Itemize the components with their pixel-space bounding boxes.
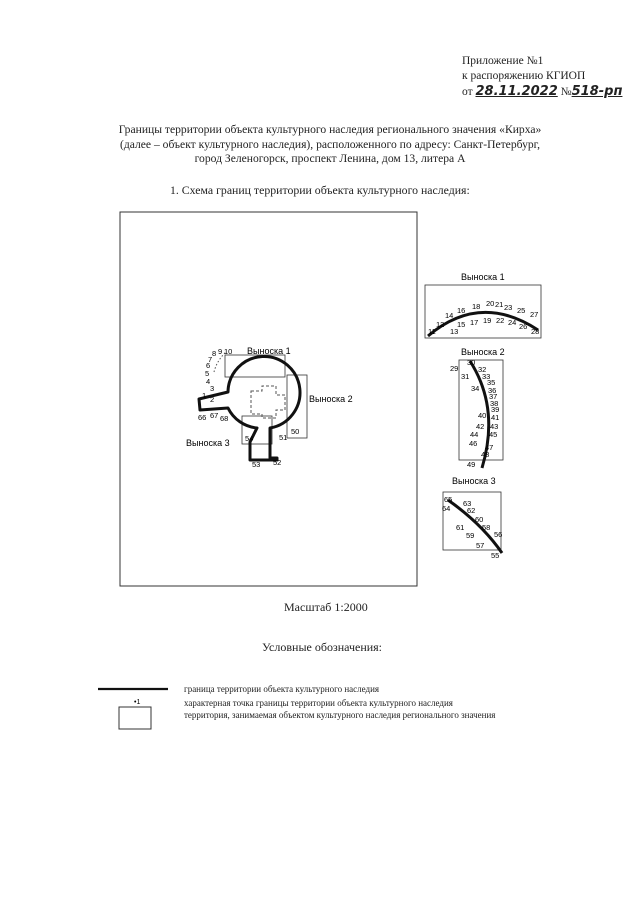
inset2-point-48: 48: [481, 450, 490, 459]
inset1-point-23: 23: [504, 303, 513, 312]
point-52: 52: [273, 458, 282, 467]
point-5: 5: [205, 369, 210, 378]
point-9: 9: [218, 347, 223, 356]
inset2-point-47: 47: [485, 443, 494, 452]
point-67: 67: [210, 411, 219, 420]
inset3-point-55: 55: [491, 551, 500, 560]
inset1-point-27: 27: [530, 310, 539, 319]
appendix-date: 28.11.2022: [475, 84, 558, 99]
legend-territory-rect: [119, 707, 151, 729]
title-line3: город Зеленогорск, проспект Ленина, дом 13, литера А: [194, 152, 466, 165]
appendix-number: 518-рп: [571, 84, 623, 99]
callout1-label: Выноска 1: [247, 346, 291, 356]
inset1-point-15: 15: [457, 320, 466, 329]
inset1-points: [428, 299, 539, 336]
title-line2: (далее – объект культурного наследия), расположенного по адресу: Санкт-Петербург,: [119, 137, 541, 151]
inset3-point-58: 58: [482, 523, 491, 532]
inset1-point-21: 21: [495, 300, 504, 309]
inset1-title: Выноска 1: [461, 272, 505, 282]
appendix-line2: к распоряжению КГИОП: [462, 70, 586, 82]
inset2-title: Выноска 2: [461, 347, 505, 357]
inset1-point-16: 16: [457, 306, 466, 315]
inset3-point-57: 57: [476, 541, 485, 550]
inset2-point-37: 37: [489, 392, 498, 401]
point-3: 3: [210, 384, 215, 393]
inset2-point-49: 49: [467, 460, 476, 469]
inset3-point-60: 60: [475, 515, 484, 524]
point-6: 6: [206, 361, 211, 370]
inset3-point-62: 62: [467, 506, 476, 515]
inset2-point-43: 43: [490, 422, 499, 431]
point-2: 2: [210, 395, 215, 404]
inset2-point-31: 31: [461, 372, 470, 381]
inset2-point-39: 39: [491, 405, 500, 414]
inset3-point-59: 59: [466, 531, 475, 540]
building-outline: [251, 386, 285, 418]
inset1-point-13: 13: [450, 327, 459, 336]
inset3-point-63: 63: [463, 499, 472, 508]
point-51: 51: [279, 433, 288, 442]
section-heading: 1. Схема границ территории объекта культурного наследия:: [170, 183, 470, 197]
point-50: 50: [291, 427, 300, 436]
inset2-points: [450, 358, 499, 469]
map-scale: Масштаб 1:2000: [284, 600, 368, 614]
inset2-point-46: 46: [469, 439, 478, 448]
legend-point-symbol: •1: [134, 699, 141, 706]
inset1-point-12: 12: [436, 320, 445, 329]
appendix-num-prefix: №: [560, 86, 572, 98]
inset1-point-22: 22: [496, 316, 505, 325]
point-10: 10: [224, 347, 233, 356]
legend-item-boundary: граница территории объекта культурного наследия: [184, 684, 380, 694]
inset3-title: Выноска 3: [452, 476, 496, 486]
inset3-point-64: 64: [442, 504, 451, 513]
title-line1: Границы территории объекта культурного наследия регионального значения «Кирха»: [118, 123, 542, 136]
inset2-point-42: 42: [476, 422, 485, 431]
callout3-label: Выноска 3: [186, 438, 230, 448]
inset2-point-29: 29: [450, 364, 459, 373]
inset2-point-32: 32: [478, 365, 487, 374]
legend-item-territory: территория, занимаемая объектом культурного наследия регионального значения: [184, 710, 496, 720]
inset1-point-18: 18: [472, 302, 481, 311]
inset1-point-17: 17: [470, 318, 479, 327]
point-4: 4: [206, 377, 211, 386]
inset3-point-61: 61: [456, 523, 465, 532]
inset1-point-19: 19: [483, 316, 492, 325]
inset2-point-30: 30: [467, 358, 476, 367]
main-map-frame: [120, 212, 417, 586]
point-53: 53: [252, 460, 261, 469]
inset1-point-28: 28: [531, 327, 540, 336]
inset2-point-33: 33: [482, 372, 491, 381]
point-66: 66: [198, 413, 207, 422]
legend-heading: Условные обозначения:: [262, 640, 383, 654]
point-68: 68: [220, 414, 229, 423]
inset2-point-38: 38: [490, 399, 499, 408]
inset3-point-56: 56: [494, 530, 503, 539]
inset2-point-44: 44: [470, 430, 479, 439]
point-1: 1: [202, 391, 207, 400]
point-8: 8: [212, 349, 217, 358]
inset3-point-65: 65: [444, 495, 453, 504]
inset1-point-14: 14: [445, 311, 454, 320]
inset1-point-11: 11: [428, 327, 436, 336]
inset2-point-35: 35: [487, 378, 496, 387]
point-54: 54: [245, 434, 254, 443]
inset2-point-40: 40: [478, 411, 487, 420]
inset2-point-45: 45: [489, 430, 498, 439]
inset1-point-20: 20: [486, 299, 495, 308]
point-7: 7: [208, 355, 213, 364]
inset2-point-41: 41: [491, 413, 500, 422]
inset2-point-34: 34: [471, 384, 480, 393]
appendix-line1: Приложение №1: [462, 55, 544, 67]
legend-item-point: характерная точка границы территории объекта культурного наследия: [184, 698, 453, 708]
inset2-point-36: 36: [488, 386, 497, 395]
inset1-point-24: 24: [508, 318, 517, 327]
inset1-point-26: 26: [519, 322, 528, 331]
inset1-point-25: 25: [517, 306, 526, 315]
callout2-label: Выноска 2: [309, 394, 353, 404]
appendix-from-prefix: от: [462, 86, 473, 98]
